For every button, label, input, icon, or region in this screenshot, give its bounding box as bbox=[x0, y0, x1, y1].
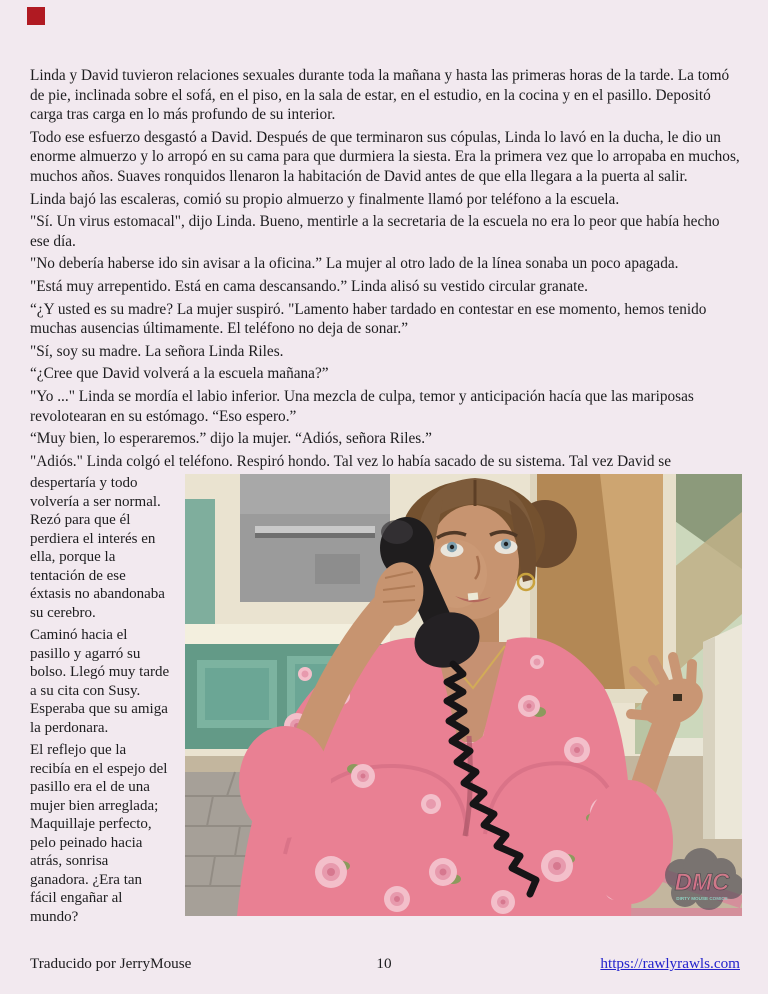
story-paragraph: "No debería haberse ido sin avisar a la oficina.” La mujer al otro lado de la línea sonaba un poco apagada. bbox=[30, 255, 679, 273]
story-paragraph: Caminó hacia el pasillo y agarró su bolso. Llegó muy tarde a su cita con Susy. Esperaba que su amiga la perdonara. bbox=[30, 627, 170, 736]
story-paragraph: El reflejo que la recibía en el espejo del pasillo era el de una mujer bien arreglada; Maquillaje perfecto, pelo peinado hacia atrás, sonrisa ganadora. ¿Era tan fácil engañar al mundo? bbox=[30, 742, 168, 925]
cabinet-side bbox=[185, 499, 215, 629]
page-number: 10 bbox=[376, 955, 392, 972]
story-paragraph: Todo ese esfuerzo desgastó a David. Después de que terminaron sus cópulas, Linda lo lavó en la ducha, le dio un enorme almuerzo y lo arropó en su cama para que durmiera la siesta. Era la primera vez que lo arropaba en muchos, muchos años. Suaves ronquidos llenaron la habitación de David antes de que ella llegara a la puerta al salir. bbox=[30, 128, 740, 185]
story-paragraph: "Está muy arrepentido. Está en cama descansando.” Linda alisó su vestido circular granate. bbox=[30, 277, 589, 295]
text-image-row bbox=[30, 474, 742, 930]
story-paragraph: “¿Cree que David volverá a la escuela mañana?” bbox=[30, 365, 329, 383]
story-paragraph: “¿Y usted es su madre? La mujer suspiró. "Lamento haber tardado en contestar en ese momento, hemos tenido muchas ausencias últimamente. El teléfono no deja de sonar.” bbox=[30, 300, 707, 338]
story-left-column bbox=[30, 474, 170, 930]
translator-credit: Traducido por JerryMouse bbox=[30, 955, 192, 972]
watermark-sublabel: DIRTY MOUSE COMICS bbox=[676, 896, 728, 902]
story-paragraph: despertaría y todo volvería a ser normal. Rezó para que él perdiera el interés en ella, porque la tentación de ese éxtasis no abandonaba su cerebro. bbox=[30, 475, 165, 621]
page-footer bbox=[0, 955, 768, 979]
story-paragraph: "Adiós." Linda colgó el teléfono. Respiró hondo. Tal vez lo había sacado de su sistema. Tal vez David se bbox=[30, 452, 672, 470]
story-text bbox=[30, 66, 742, 930]
illustration-svg bbox=[185, 474, 742, 916]
story-paragraph: "Yo ..." Linda se mordía el labio inferior. Una mezcla de culpa, temor y anticipación hacía que las mariposas revolotearan en su estómago. “Eso espero.” bbox=[30, 387, 694, 425]
site-link[interactable]: https://rawlyrawls.com bbox=[600, 955, 740, 972]
story-paragraph: Linda bajó las escaleras, comió su propio almuerzo y finalmente llamó por teléfono a la escuela. bbox=[30, 190, 620, 208]
story-paragraph: "Sí. Un virus estomacal", dijo Linda. Bueno, mentirle a la secretaria de la escuela no era lo peor que había hecho ese día. bbox=[30, 213, 720, 250]
dishwasher bbox=[240, 474, 390, 602]
story-illustration bbox=[185, 474, 742, 916]
story-paragraph: “Muy bien, lo esperaremos.” dijo la mujer. “Adiós, señora Riles.” bbox=[30, 430, 432, 448]
page-corner-marker bbox=[27, 7, 45, 25]
story-paragraph: Linda y David tuvieron relaciones sexuales durante toda la mañana y hasta las primeras horas de la tarde. La tomó de pie, inclinada sobre el sofá, en el piso, en la sala de estar, en el estudio, en la cocina y en el pasillo. Depositó carga tras carga en lo más profundo de su interior. bbox=[30, 67, 730, 124]
story-paragraph: "Sí, soy su madre. La señora Linda Riles. bbox=[30, 342, 284, 360]
watermark-label: DMC bbox=[674, 869, 730, 897]
